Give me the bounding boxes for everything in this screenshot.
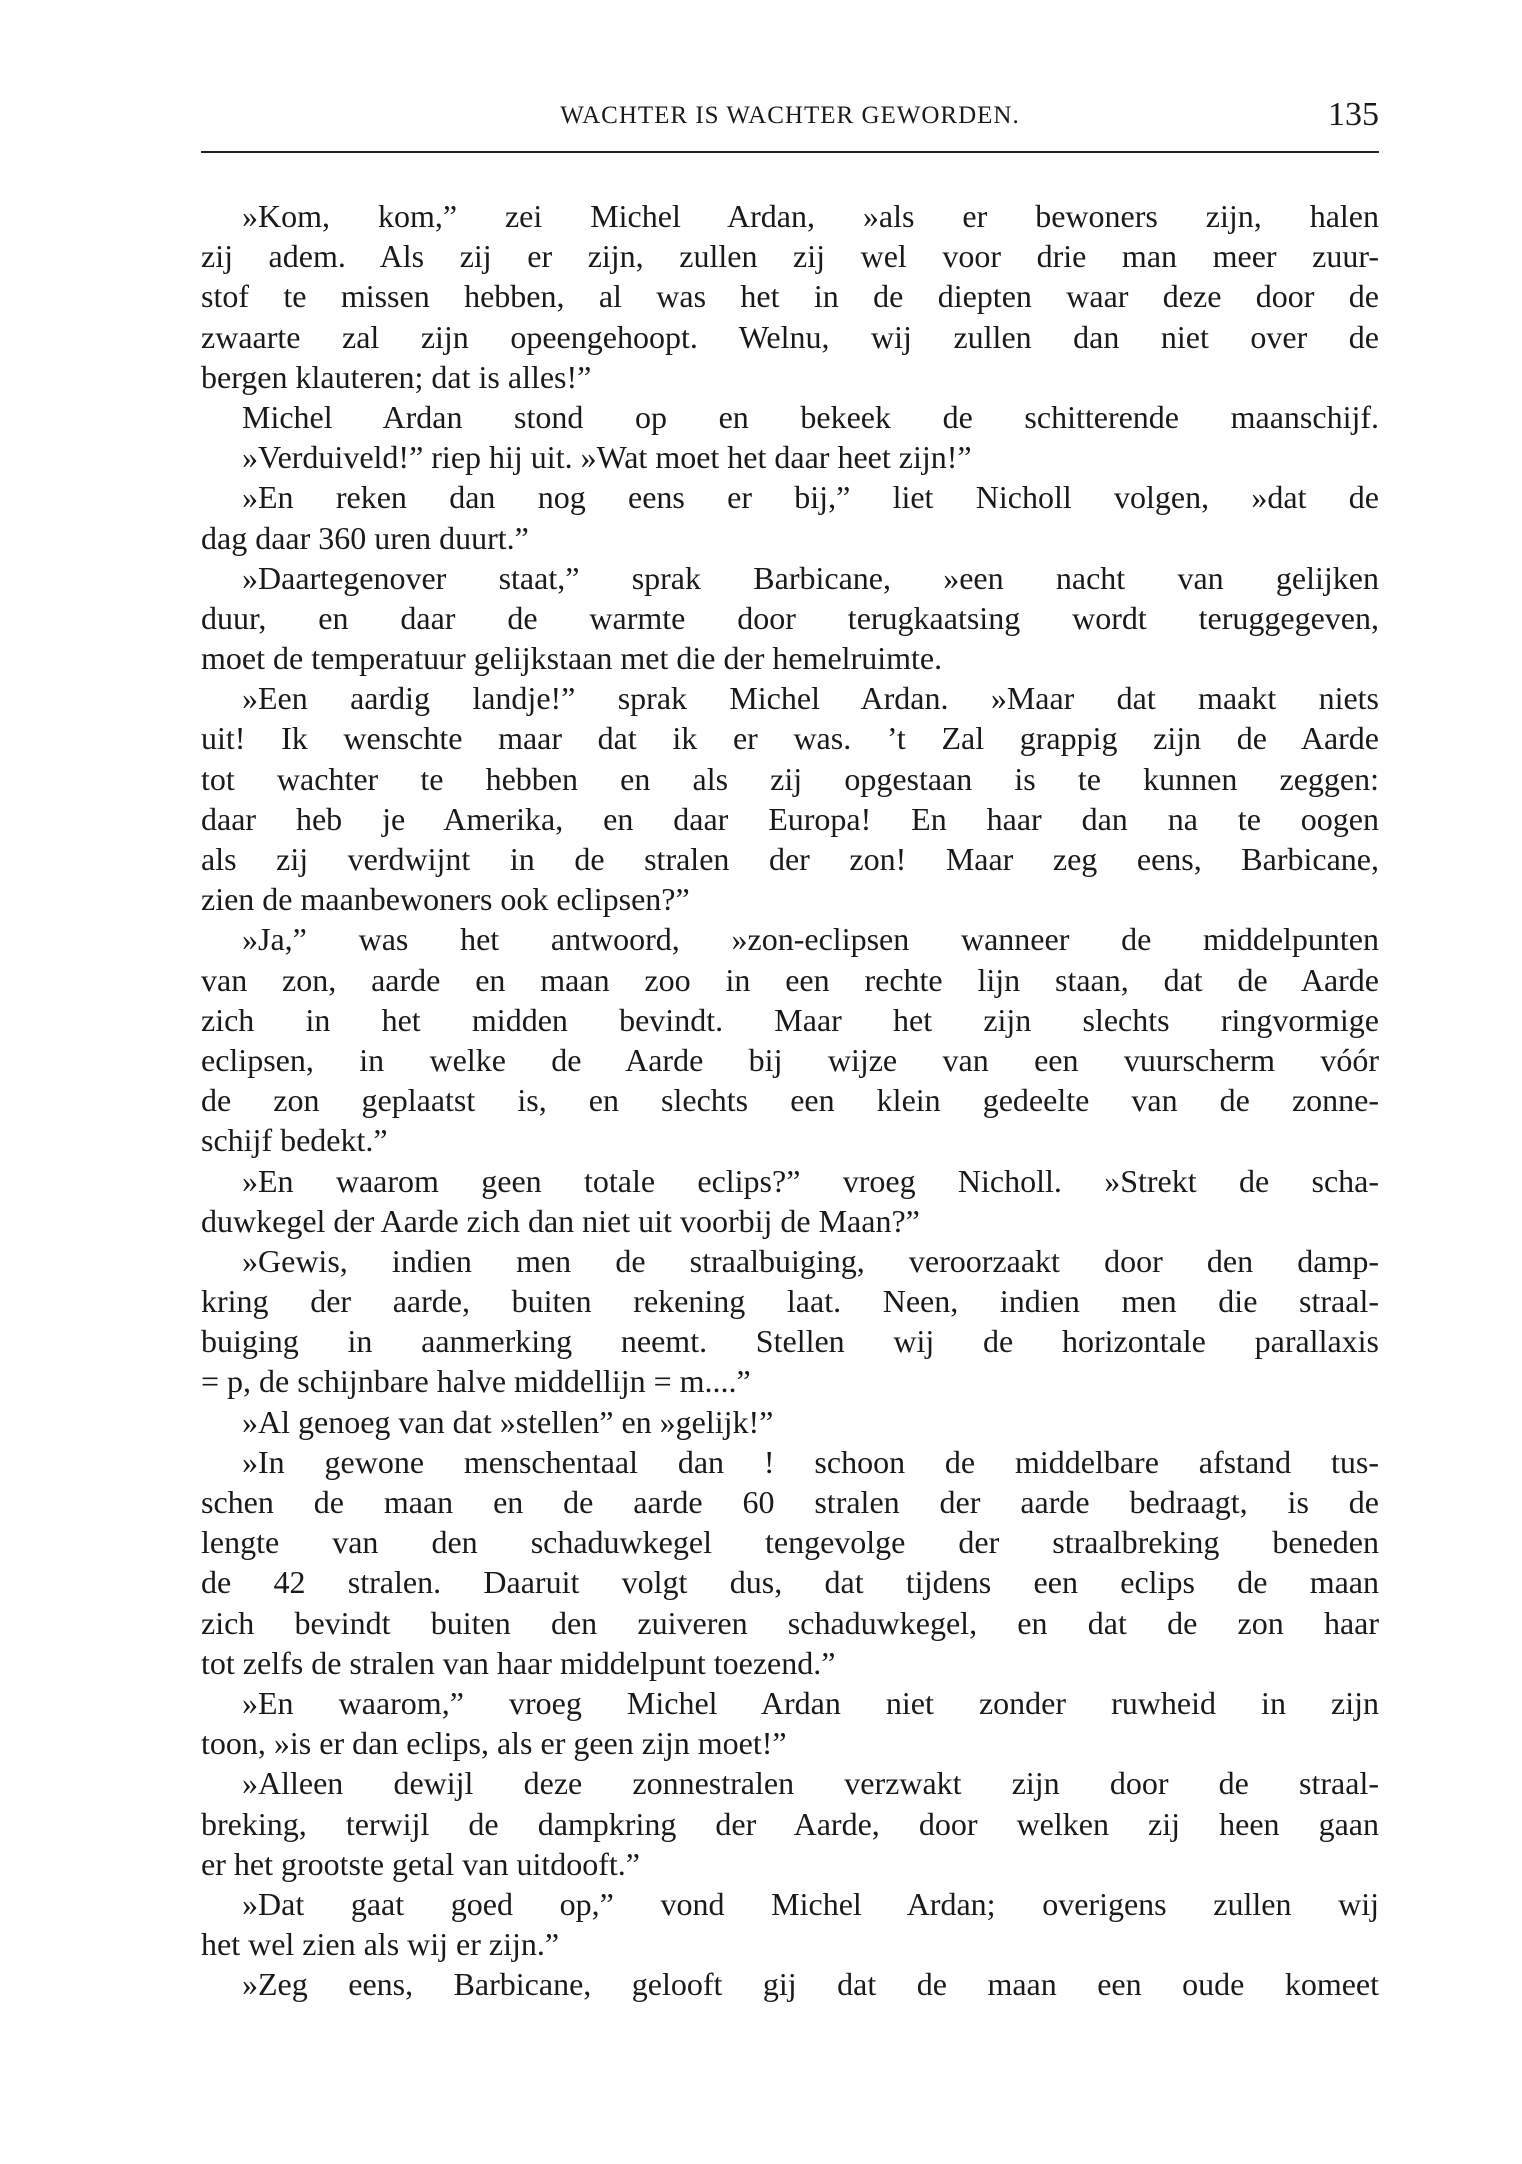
text-line: van zon, aarde en maan zoo in een rechte lijn staan, dat de Aarde <box>201 961 1379 998</box>
text-line: »In gewone menschentaal dan ! schoon de middelbare afstand tus- <box>242 1443 1379 1480</box>
text-line: moet de temperatuur gelijkstaan met die der hemelruimte. <box>201 640 943 677</box>
text-line: »Dat gaat goed op,” vond Michel Ardan; overigens zullen wij <box>242 1885 1379 1922</box>
header-rule <box>201 151 1379 153</box>
text-line: toon, »is er dan eclips, als er geen zijn moet!” <box>201 1725 787 1762</box>
text-line: lengte van den schaduwkegel tengevolge der straalbreking beneden <box>201 1524 1379 1561</box>
text-line: »En waarom geen totale eclips?” vroeg Nicholl. »Strekt de scha- <box>242 1162 1379 1199</box>
text-line: als zij verdwijnt in de stralen der zon! Maar zeg eens, Barbicane, <box>201 841 1379 877</box>
page-body-text <box>201 196 1379 2004</box>
text-line: »En waarom,” vroeg Michel Ardan niet zonder ruwheid in zijn <box>242 1684 1379 1721</box>
text-line: »En reken dan nog eens er bij,” liet Nicholl volgen, »dat de <box>242 479 1379 516</box>
text-line: er het grootste getal van uitdooft.” <box>201 1845 640 1882</box>
text-line: schijf bedekt.” <box>201 1122 388 1159</box>
text-line: schen de maan en de aarde 60 stralen der aarde bedraagt, is de <box>201 1484 1379 1520</box>
text-line: zich bevindt buiten den zuiveren schaduwkegel, en dat de zon haar <box>201 1604 1379 1641</box>
text-line: Michel Ardan stond op en bekeek de schitterende maanschijf. <box>242 398 1379 435</box>
text-line: uit! Ik wenschte maar dat ik er was. ’t Zal grappig zijn de Aarde <box>201 720 1379 757</box>
text-line: buiging in aanmerking neemt. Stellen wij de horizontale parallaxis <box>201 1323 1379 1360</box>
text-line: »Gewis, indien men de straalbuiging, veroorzaakt door den damp- <box>242 1242 1379 1279</box>
text-line: »Zeg eens, Barbicane, gelooft gij dat de maan een oude komeet <box>242 1966 1379 2003</box>
text-line: eclipsen, in welke de Aarde bij wijze van een vuurscherm vóór <box>201 1041 1379 1078</box>
text-line: »Een aardig landje!” sprak Michel Ardan. »Maar dat maakt niets <box>242 680 1379 717</box>
running-title: WACHTER IS WACHTER GEWORDEN. <box>560 102 1020 129</box>
text-line: daar heb je Amerika, en daar Europa! En haar dan na te oogen <box>201 800 1379 837</box>
text-line: »Daartegenover staat,” sprak Barbicane, »een nacht van gelijken <box>242 559 1379 596</box>
text-line: breking, terwijl de dampkring der Aarde, door welken zij heen gaan <box>201 1805 1379 1842</box>
text-line: tot zelfs de stralen van haar middelpunt toezend.” <box>201 1644 836 1681</box>
text-line: »Verduiveld!” riep hij uit. »Wat moet het daar heet zijn!” <box>242 439 972 476</box>
text-line: dag daar 360 uren duurt.” <box>201 519 529 556</box>
page-number: 135 <box>1328 96 1379 133</box>
text-line: duwkegel der Aarde zich dan niet uit voorbij de Maan?” <box>201 1202 920 1239</box>
text-line: »Alleen dewijl deze zonnestralen verzwakt zijn door de straal- <box>242 1765 1379 1802</box>
text-line: kring der aarde, buiten rekening laat. Neen, indien men die straal- <box>201 1283 1379 1320</box>
text-line: = p, de schijnbare halve middellijn = m....” <box>201 1363 751 1400</box>
text-line: »Ja,” was het antwoord, »zon-eclipsen wanneer de middelpunten <box>242 921 1379 958</box>
text-line: tot wachter te hebben en als zij opgestaan is te kunnen zeggen: <box>201 760 1379 797</box>
text-line: zien de maanbewoners ook eclipsen?” <box>201 881 690 918</box>
text-line: duur, en daar de warmte door terugkaatsing wordt teruggegeven, <box>201 599 1379 636</box>
running-header <box>201 96 1379 136</box>
text-line: het wel zien als wij er zijn.” <box>201 1926 560 1963</box>
text-line: de zon geplaatst is, en slechts een klein gedeelte van de zonne- <box>201 1082 1379 1119</box>
text-line: zij adem. Als zij er zijn, zullen zij wel voor drie man meer zuur- <box>201 238 1379 275</box>
text-line: zwaarte zal zijn opeengehoopt. Welnu, wij zullen dan niet over de <box>201 318 1379 355</box>
text-line: »Kom, kom,” zei Michel Ardan, »als er bewoners zijn, halen <box>242 198 1379 234</box>
text-line: de 42 stralen. Daaruit volgt dus, dat tijdens een eclips de maan <box>201 1564 1379 1601</box>
text-line: »Al genoeg van dat »stellen” en »gelijk!” <box>242 1403 774 1440</box>
text-line: stof te missen hebben, al was het in de diepten waar deze door de <box>201 278 1379 315</box>
text-line: zich in het midden bevindt. Maar het zijn slechts ringvormige <box>201 1001 1379 1038</box>
text-line: bergen klauteren; dat is alles!” <box>201 358 592 395</box>
